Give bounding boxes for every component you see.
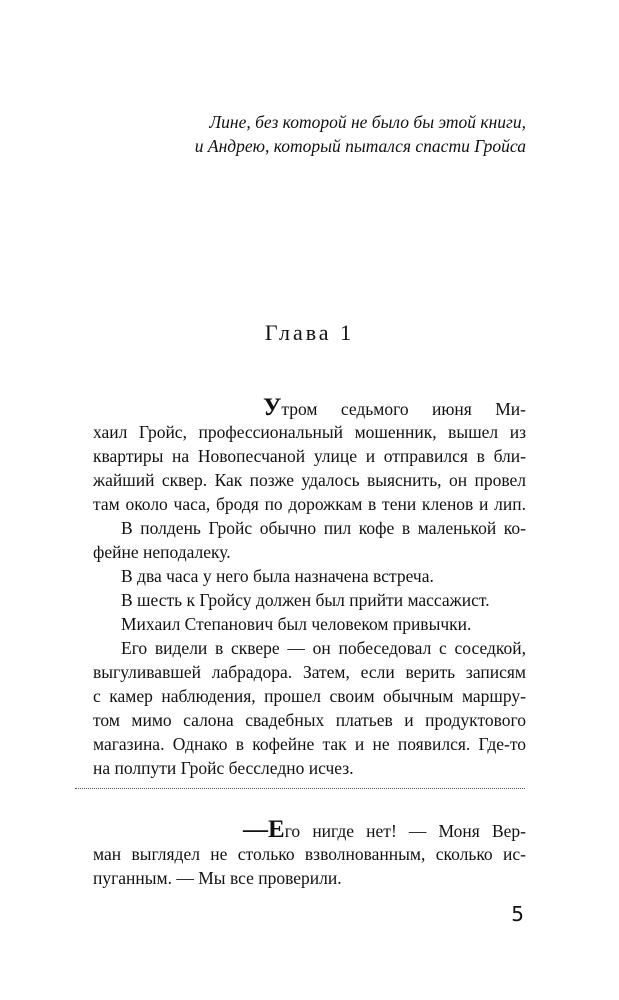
body-line: хаил Гройс, профессиональный мошенник, вышел из [93, 422, 526, 442]
body-line: В полдень Гройс обычно пил кофе в маленькой ко- [121, 518, 526, 538]
dedication-line: и Андрею, который пытался спасти Гройса [194, 136, 526, 156]
body-line: пуганным. — Мы все проверили. [93, 868, 342, 888]
dedication-line: Лине, без которой не было бы этой книги, [209, 112, 526, 132]
body-line: Михаил Степанович был человеком привычки. [121, 614, 472, 634]
body-line: Его видели в сквере — он побеседовал с соседкой, [121, 638, 526, 658]
opening-first-line [93, 396, 526, 420]
dedication [86, 110, 526, 158]
body-line: В шесть к Гройсу должен был прийти массажист. [121, 590, 490, 610]
body-line: с камер наблюдения, прошел своим обычным маршру- [93, 686, 526, 706]
drop-initial: У [263, 394, 282, 421]
section-two-first-line-rest: го нигде нет! — Моня Вер- [284, 821, 526, 841]
section-two-body [93, 818, 526, 890]
chapter-body [93, 396, 526, 780]
body-line: В два часа у него была назначена встреча. [121, 566, 434, 586]
body-line: квартиры на Новопесчаной улице и отправился в бли- [93, 446, 526, 466]
section-divider [75, 788, 525, 789]
body-line: магазина. Однако в кофейне так и не появился. Где-то [93, 734, 526, 754]
body-line: жайший сквер. Как позже удалось выяснить, он провел [93, 470, 526, 490]
body-line: ман выглядел не столько взволнованным, сколько ис- [93, 844, 526, 864]
section-two-first-line [93, 818, 526, 842]
body-line: там около часа, бродя по дорожкам в тени кленов и лип. [93, 494, 526, 514]
body-line: фейне неподалеку. [93, 542, 231, 562]
body-line: выгуливавшей лабрадора. Затем, если верить записям [93, 662, 526, 682]
opening-first-line-rest: тром седьмого июня Ми- [281, 399, 526, 419]
dash-drop-initial: —Е [243, 816, 285, 843]
chapter-title: Глава 1 [264, 320, 355, 345]
body-line: на полпути Гройс бесследно исчез. [93, 758, 354, 778]
page-number: 5 [511, 902, 524, 926]
body-line: том мимо салона свадебных платьев и продуктового [93, 710, 526, 730]
